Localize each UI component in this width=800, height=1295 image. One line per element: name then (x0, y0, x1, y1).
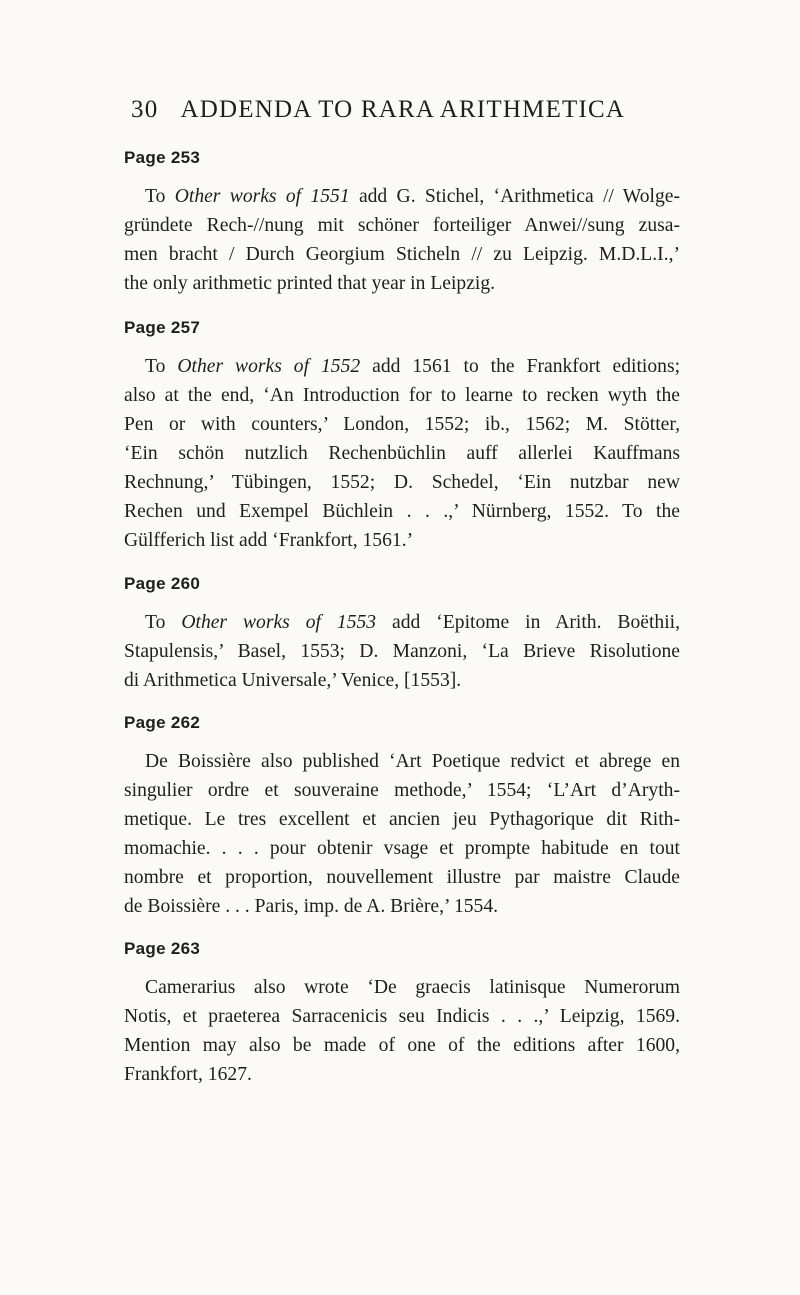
entry-heading: Page 262 (124, 713, 201, 732)
paragraph-line: Mention may also be made of one of the editions after 1600, (124, 1035, 680, 1056)
entry-page-263 (124, 939, 680, 1089)
paragraph-line: To Other works of 1553 add ‘Epitome in Arith. Boëthii, (145, 612, 681, 633)
paragraph-line: Rechnung,’ Tübingen, 1552; D. Schedel, ‘Ein nutzbar new (124, 472, 680, 493)
entry-heading: Page 263 (124, 939, 201, 958)
paragraph-line: men bracht / Durch Georgium Sticheln // zu Leipzig. M.D.L.I.,’ (124, 244, 680, 265)
paragraph-line: nombre et proportion, nouvellement illustre par maistre Claude (124, 867, 680, 888)
entry-page-253 (124, 148, 680, 298)
paragraph-line: metique. Le tres excellent et ancien jeu Pythagorique dit Rith- (124, 809, 680, 830)
paragraph-line: di Arithmetica Universale,’ Venice, [1553]. (124, 670, 462, 691)
paragraph-line: Stapulensis,’ Basel, 1553; D. Manzoni, ‘La Brieve Risolutione (124, 641, 680, 662)
paragraph-line: momachie. . . . pour obtenir vsage et prompte habitude en tout (124, 838, 680, 859)
paragraph-line: Pen or with counters,’ London, 1552; ib., 1562; M. Stötter, (124, 414, 680, 435)
paragraph-line: gründete Rech-//nung mit schöner forteiliger Anwei//sung zusa- (124, 215, 680, 236)
paragraph-line: the only arithmetic printed that year in Leipzig. (124, 273, 496, 294)
paragraph-line: De Boissière also published ‘Art Poetique redvict et abrege en (145, 751, 680, 772)
running-title: ADDENDA TO RARA ARITHMETICA (180, 96, 626, 123)
running-head (131, 96, 691, 124)
paragraph-line: ‘Ein schön nutzlich Rechenbüchlin auff allerlei Kauffmans (124, 443, 680, 464)
entry-heading: Page 257 (124, 318, 201, 337)
paragraph-line: de Boissière . . . Paris, imp. de A. Brière,’ 1554. (124, 896, 499, 917)
entry-heading: Page 253 (124, 148, 201, 167)
page-number: 30 (131, 96, 159, 123)
paragraph-line: To Other works of 1552 add 1561 to the Frankfort editions; (145, 356, 681, 377)
paragraph-line: Rechen und Exempel Büchlein . . .,’ Nürnberg, 1552. To the (124, 501, 680, 522)
paragraph-line: Frankfort, 1627. (124, 1064, 252, 1085)
paragraph-line: also at the end, ‘An Introduction for to learne to recken wyth the (124, 385, 680, 406)
entry-page-262 (124, 713, 680, 921)
paragraph-line: Notis, et praeterea Sarracenicis seu Indicis . . .,’ Leipzig, 1569. (124, 1006, 680, 1027)
entry-page-260 (124, 574, 680, 695)
paragraph-line: singulier ordre et souveraine methode,’ 1554; ‘L’Art d’Aryth- (124, 780, 680, 801)
entry-heading: Page 260 (124, 574, 201, 593)
paragraph-line: To Other works of 1551 add G. Stichel, ‘Arithmetica // Wolge- (145, 186, 680, 207)
paragraph-line: Camerarius also wrote ‘De graecis latinisque Numerorum (145, 977, 680, 998)
entry-page-257 (124, 318, 680, 555)
paragraph-line: Gülfferich list add ‘Frankfort, 1561.’ (124, 530, 414, 551)
